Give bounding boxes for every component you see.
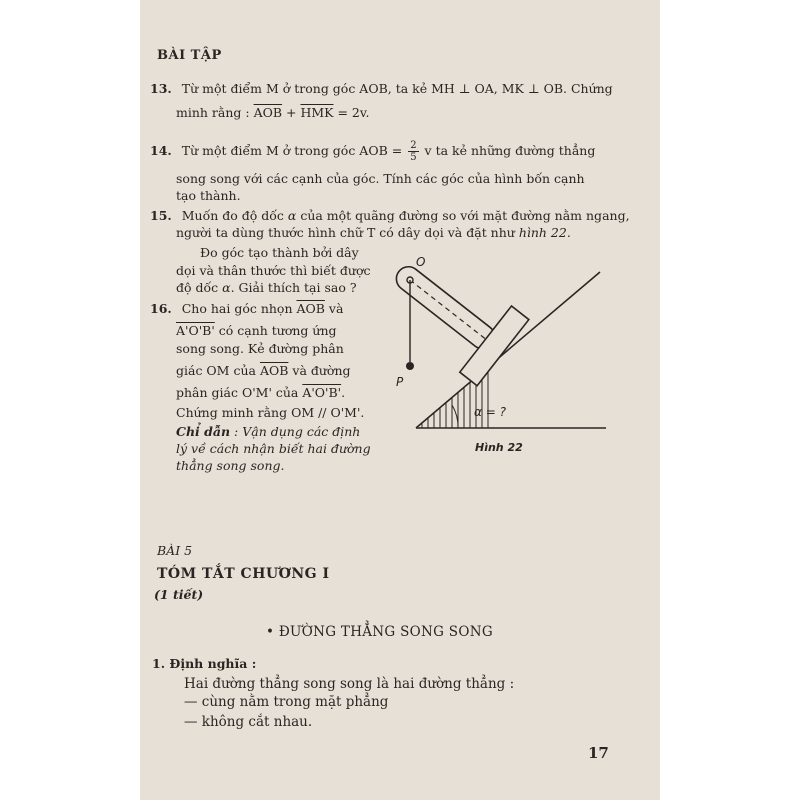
t-ruler: [373, 250, 529, 386]
label-alpha: α = ?: [474, 405, 506, 419]
exercise-16-line4-suffix: và đường: [288, 363, 351, 378]
exercise-15: [150, 207, 630, 224]
exercise-15-line3: Đo góc tạo thành bởi dây: [200, 245, 359, 260]
definition-heading: 1. Định nghĩa :: [152, 656, 257, 671]
alpha-symbol-2: α: [222, 280, 231, 295]
exercise-13-line2: [176, 104, 369, 121]
exercise-16-hint: [176, 423, 360, 440]
exercise-15-line4: dọi và thân thước thì biết được: [176, 263, 371, 278]
figure-22: [370, 250, 620, 460]
label-p: P: [396, 375, 404, 389]
exercise-15-line5-prefix: độ dốc: [176, 280, 223, 295]
fraction-denominator: 5: [410, 152, 417, 163]
exercise-16-line3: song song. Kẻ đường phân: [176, 341, 344, 356]
exercise-16-line1-prefix: Cho hai góc nhọn: [181, 301, 297, 316]
exercise-16-line4-prefix: giác OM của: [176, 363, 260, 378]
hint-line1: : Vận dụng các định: [230, 424, 361, 439]
exercise-13-line1: Từ một điểm M ở trong góc AOB, ta kẻ MH ⊥ OA, MK ⊥ OB. Chứng: [181, 81, 613, 96]
angle-aob-2: $\overline{AOB}$: [296, 301, 325, 316]
angle-aob: $\overline{AOB}$: [253, 105, 283, 120]
exercise-14: [150, 140, 595, 163]
exercise-14-number: 14.: [150, 143, 172, 158]
exercise-16: [150, 300, 343, 317]
label-o: O: [416, 255, 426, 269]
angle-a1o1b1-2: A'O'B': [302, 385, 342, 400]
fraction-numerator: 2: [410, 140, 417, 151]
exercise-16-line6: Chứng minh rằng OM // O'M'.: [176, 405, 365, 420]
exercise-15-line5-suffix: . Giải thích tại sao ?: [230, 280, 357, 295]
exercise-16-line5-suffix: .: [341, 385, 346, 400]
plumb-bob: [406, 362, 414, 370]
section-title: BÀI TẬP: [157, 48, 222, 63]
figure-reference: hình 22.: [518, 225, 571, 240]
hint-line2: lý về cách nhận biết hai đường: [176, 441, 371, 456]
exercise-16-line2-suffix: có cạnh tương ứng: [214, 323, 337, 338]
alpha-symbol: α: [287, 208, 297, 223]
lesson-label: BÀI 5: [157, 543, 193, 558]
exercise-14-line1-prefix: Từ một điểm M ở trong góc AOB =: [181, 143, 407, 158]
hint-label: Chỉ dẫn: [176, 424, 231, 439]
exercise-16-line4: [176, 362, 351, 379]
exercise-13: [150, 80, 613, 97]
exercise-14-line2: song song với các cạnh của góc. Tính các góc của hình bốn cạnh: [176, 171, 585, 186]
exercise-15-line2-prefix: người ta dùng thước hình chữ T có dây dọi và đặt như: [176, 225, 519, 240]
definition-line3: — không cắt nhau.: [184, 714, 313, 730]
figure-caption: Hình 22: [475, 441, 523, 454]
exercise-13-suffix: = 2v.: [333, 105, 370, 120]
exercise-16-line5-prefix: phân giác O'M' của: [176, 385, 303, 400]
plus-sign: +: [282, 105, 301, 120]
exercise-15-line2: [176, 224, 571, 241]
angle-hmk: $\overline{HMK}$: [300, 105, 334, 120]
angle-arc: [452, 405, 458, 428]
exercise-13-number: 13.: [150, 81, 172, 96]
exercise-13-line2-prefix: minh rằng :: [176, 105, 254, 120]
exercise-14-line3: tạo thành.: [176, 188, 241, 203]
exercise-16-line5: [176, 384, 345, 401]
lesson-duration: (1 tiết): [154, 587, 204, 602]
exercise-16-line1-suffix: và: [324, 301, 344, 316]
lesson-title: TÓM TẮT CHƯƠNG I: [157, 566, 330, 582]
definition-line1: Hai đường thẳng song song là hai đường thẳng :: [184, 676, 515, 692]
exercise-16-number: 16.: [150, 301, 172, 316]
topic-heading: • ĐƯỜNG THẲNG SONG SONG: [266, 624, 493, 640]
exercise-15-line1-suffix: của một quãng đường so với mặt đường nằm ngang,: [296, 208, 630, 223]
page-number: 17: [588, 744, 609, 762]
exercise-14-line1-suffix: v ta kẻ những đường thẳng: [420, 143, 596, 158]
angle-aob-3: $\overline{AOB}$: [259, 363, 289, 378]
fraction: [408, 140, 418, 163]
angle-a1o1b1: A'O'B': [176, 323, 215, 338]
exercise-15-line5: [176, 279, 357, 296]
exercise-15-number: 15.: [150, 208, 172, 223]
exercise-16-line2: [176, 322, 337, 339]
definition-line2: — cùng nằm trong mặt phẳng: [184, 694, 389, 710]
hint-line3: thẳng song song.: [176, 458, 285, 473]
exercise-15-line1-prefix: Muốn đo độ dốc: [181, 208, 288, 223]
